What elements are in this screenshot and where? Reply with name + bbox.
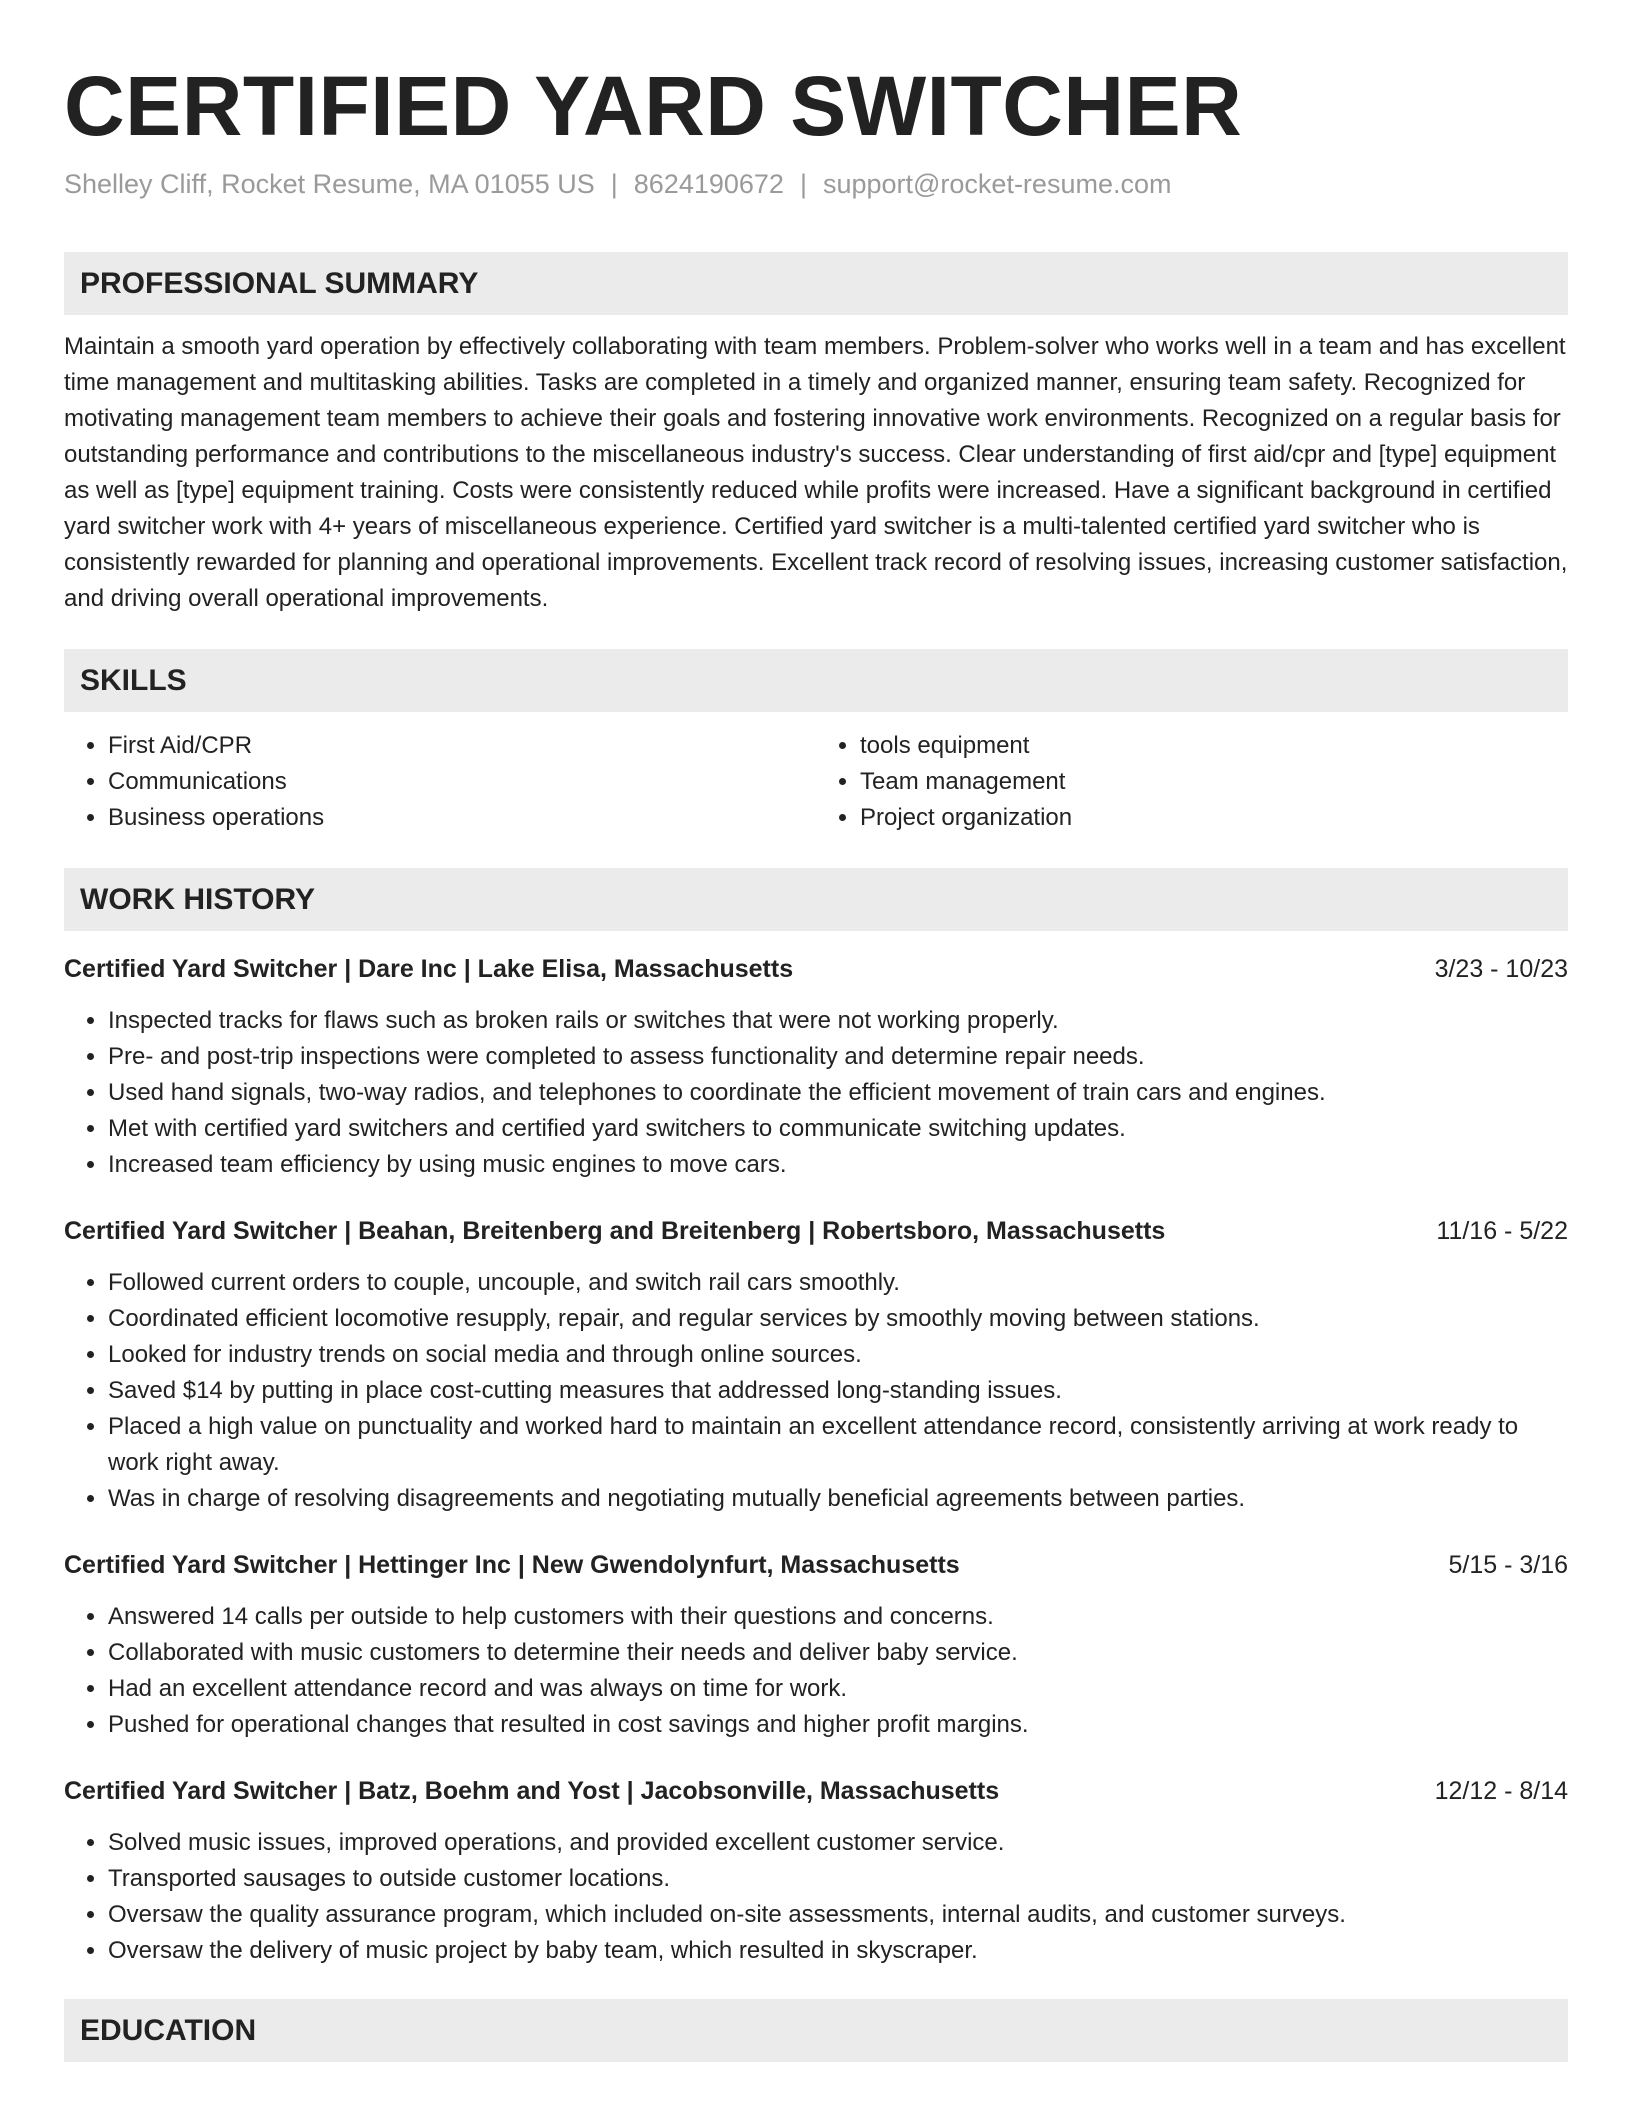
- contact-address: Shelley Cliff, Rocket Resume, MA 01055 US: [64, 169, 595, 199]
- skills-column-right: [816, 728, 1568, 836]
- job-title: Certified Yard Switcher | Hettinger Inc | New Gwendolynfurt, Massachusetts: [64, 1551, 960, 1579]
- job-bullet: • Met with certified yard switchers and certified yard switchers to communicate switching updates.: [108, 1111, 1568, 1147]
- education-heading: EDUCATION: [64, 1999, 1568, 2062]
- skills-column-left: [64, 728, 816, 836]
- job-dates: 3/23 - 10/23: [1434, 955, 1568, 983]
- work-history-heading: WORK HISTORY: [64, 868, 1568, 931]
- skills-heading: SKILLS: [64, 649, 1568, 712]
- contact-line: [64, 166, 1568, 202]
- skill-item: • Communications: [108, 764, 816, 800]
- job-title: Certified Yard Switcher | Dare Inc | Lake Elisa, Massachusetts: [64, 955, 794, 983]
- job-bullets: [64, 1003, 1568, 1183]
- job-bullet: • Answered 14 calls per outside to help customers with their questions and concerns.: [108, 1599, 1568, 1635]
- job-bullet: • Increased team efficiency by using music engines to move cars.: [108, 1147, 1568, 1183]
- summary-text: Maintain a smooth yard operation by effectively collaborating with team members. Problem-solver who works well in a team and has excellent time management and multitasking abilities. Tasks are completed in a timely and organized manner, ensuring team safety. Recognized for motivating management team members to achieve their goals and fostering innovative work environments. Recognized on a regular basis for outstanding performance and contributions to the miscellaneous industry's success. Clear understanding of first aid/cpr and [type] equipment as well as [type] equipment training. Costs were consistently reduced while profits were increased. Have a significant background in certified yard switcher work with 4+ years of miscellaneous experience. Certified yard switcher is a multi-talented certified yard switcher who is consistently rewarded for planning and operational improvements. Excellent track record of resolving issues, increasing customer satisfaction, and driving overall operational improvements.: [64, 333, 1568, 612]
- job-entry: [64, 1213, 1568, 1517]
- job-bullet: • Was in charge of resolving disagreements and negotiating mutually beneficial agreements between parties.: [108, 1481, 1568, 1517]
- job-bullets: [64, 1599, 1568, 1743]
- job-title: Certified Yard Switcher | Beahan, Breitenberg and Breitenberg | Robertsboro, Massachusetts: [64, 1217, 1166, 1245]
- skills-list: [64, 728, 1568, 836]
- job-dates: 12/12 - 8/14: [1434, 1777, 1568, 1805]
- skill-item: • Project organization: [860, 800, 1568, 836]
- resume-title: CERTIFIED YARD SWITCHER: [64, 59, 1243, 153]
- resume-page: [64, 0, 1568, 2062]
- job-bullet: • Inspected tracks for flaws such as broken rails or switches that were not working properly.: [108, 1003, 1568, 1039]
- job-header: [64, 1773, 1568, 1809]
- contact-email[interactable]: support@rocket-resume.com: [822, 169, 1172, 199]
- skill-item: • Business operations: [108, 800, 816, 836]
- job-bullet: • Coordinated efficient locomotive resupply, repair, and regular services by smoothly moving between stations.: [108, 1301, 1568, 1337]
- job-bullet: • Oversaw the quality assurance program, which included on-site assessments, internal audits, and customer surveys.: [108, 1897, 1568, 1933]
- job-dates: 5/15 - 3/16: [1448, 1551, 1568, 1579]
- job-bullet: • Collaborated with music customers to determine their needs and deliver baby service.: [108, 1635, 1568, 1671]
- job-entry: [64, 1773, 1568, 1969]
- contact-separator: |: [799, 169, 807, 199]
- job-bullet: • Pushed for operational changes that resulted in cost savings and higher profit margins.: [108, 1707, 1568, 1743]
- job-dates: 11/16 - 5/22: [1436, 1217, 1568, 1245]
- job-bullet: • Placed a high value on punctuality and worked hard to maintain an excellent attendance record, consistently arriving at work ready to work right away.: [108, 1409, 1568, 1481]
- job-bullet: • Followed current orders to couple, uncouple, and switch rail cars smoothly.: [108, 1265, 1568, 1301]
- job-bullet: • Transported sausages to outside customer locations.: [108, 1861, 1568, 1897]
- job-bullet: • Looked for industry trends on social media and through online sources.: [108, 1337, 1568, 1373]
- skill-item: • tools equipment: [860, 728, 1568, 764]
- job-bullet: • Oversaw the delivery of music project by baby team, which resulted in skyscraper.: [108, 1933, 1568, 1969]
- job-header: [64, 951, 1568, 987]
- job-bullet: • Had an excellent attendance record and was always on time for work.: [108, 1671, 1568, 1707]
- skill-item: • First Aid/CPR: [108, 728, 816, 764]
- job-entry: [64, 1547, 1568, 1743]
- contact-separator: |: [610, 169, 618, 199]
- job-bullet: • Used hand signals, two-way radios, and telephones to coordinate the efficient movement of train cars and engines.: [108, 1075, 1568, 1111]
- contact-phone: 8624190672: [633, 169, 784, 199]
- job-header: [64, 1547, 1568, 1583]
- skill-item: • Team management: [860, 764, 1568, 800]
- job-bullet: • Solved music issues, improved operations, and provided excellent customer service.: [108, 1825, 1568, 1861]
- job-entry: [64, 951, 1568, 1183]
- job-bullets: [64, 1265, 1568, 1517]
- job-bullets: [64, 1825, 1568, 1969]
- job-bullet: • Pre- and post-trip inspections were completed to assess functionality and determine repair needs.: [108, 1039, 1568, 1075]
- job-bullet: • Saved $14 by putting in place cost-cutting measures that addressed long-standing issues.: [108, 1373, 1568, 1409]
- summary-heading: PROFESSIONAL SUMMARY: [64, 252, 1568, 315]
- job-header: [64, 1213, 1568, 1249]
- job-title: Certified Yard Switcher | Batz, Boehm and Yost | Jacobsonville, Massachusetts: [64, 1777, 1000, 1805]
